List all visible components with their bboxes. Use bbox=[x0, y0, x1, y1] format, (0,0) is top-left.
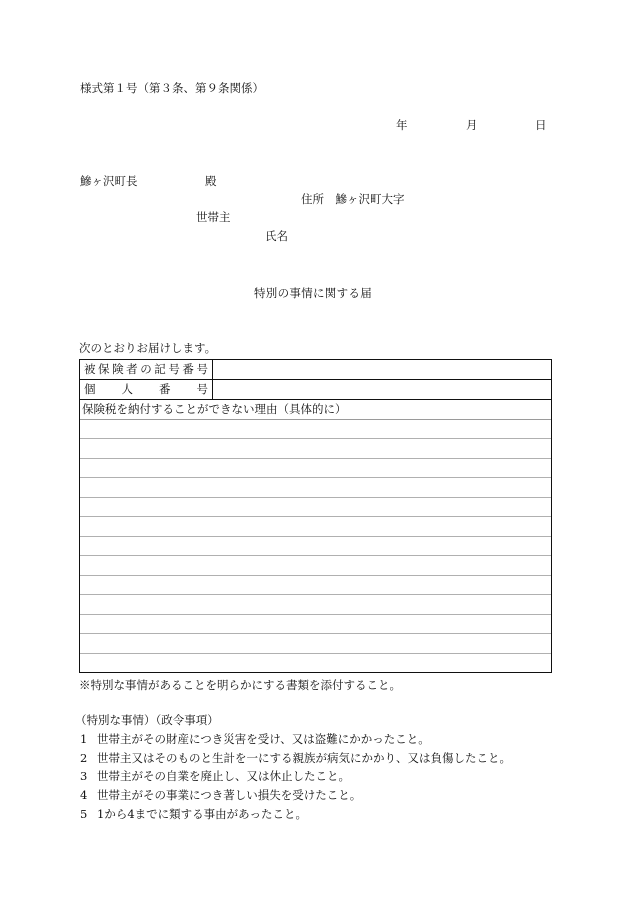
provision-number: 3 bbox=[80, 769, 88, 783]
reason-line bbox=[80, 634, 551, 653]
personal-number-cell bbox=[213, 380, 551, 399]
provision-text: 世帯主がその財産につき災害を受け、又は盗難にかかったこと。 bbox=[97, 732, 430, 746]
provision-item bbox=[0, 807, 630, 821]
reason-label: 保険税を納付することができない理由（具体的に） bbox=[80, 400, 551, 420]
personal-number-row bbox=[80, 380, 551, 400]
addressee-honorific: 殿 bbox=[205, 174, 217, 188]
provision-number: 2 bbox=[80, 751, 88, 765]
provision-number: 5 bbox=[80, 807, 88, 821]
householder-label: 世帯主 bbox=[196, 210, 231, 224]
provision-text: 1から4までに類する事由があったこと。 bbox=[97, 807, 308, 821]
reason-line bbox=[80, 478, 551, 497]
provision-item bbox=[0, 788, 630, 802]
provision-item bbox=[0, 769, 630, 783]
reason-line bbox=[80, 439, 551, 458]
reason-line bbox=[80, 498, 551, 517]
document-title: 特別の事情に関する届 bbox=[254, 286, 372, 300]
reason-line bbox=[80, 654, 551, 672]
insured-number-cell bbox=[213, 360, 551, 379]
provision-text: 世帯主がその事業につき著しい損失を受けたこと。 bbox=[97, 788, 362, 802]
reason-line bbox=[80, 459, 551, 478]
provision-item bbox=[0, 732, 630, 746]
reason-line bbox=[80, 537, 551, 556]
reason-line bbox=[80, 420, 551, 439]
attachment-note: ※特別な事情があることを明らかにする書類を添付すること。 bbox=[79, 678, 401, 692]
form-number-label: 様式第１号（第３条、第９条関係） bbox=[80, 81, 264, 95]
date-day-label: 日 bbox=[535, 118, 547, 132]
reason-line bbox=[80, 595, 551, 614]
date-month-label: 月 bbox=[466, 118, 478, 132]
provisions-heading: （特別な事情）（政令事項） bbox=[75, 713, 219, 727]
personal-number-label: 個人番号 bbox=[80, 380, 213, 399]
reason-line bbox=[80, 576, 551, 595]
provision-number: 1 bbox=[80, 732, 88, 746]
applicant-name-label: 氏名 bbox=[265, 229, 288, 243]
provision-item bbox=[0, 751, 630, 765]
reason-line bbox=[80, 517, 551, 536]
addressee-name: 鰺ヶ沢町長 bbox=[80, 174, 138, 188]
intro-text: 次のとおりお届けします。 bbox=[79, 341, 217, 355]
notification-table bbox=[79, 359, 552, 673]
reason-line bbox=[80, 615, 551, 634]
applicant-address-line: 住所 鰺ヶ沢町大字 bbox=[301, 192, 405, 206]
provision-text: 世帯主又はそのものと生計を一にする親族が病気にかかり、又は負傷したこと。 bbox=[97, 751, 511, 765]
insured-number-row bbox=[80, 360, 551, 380]
provision-number: 4 bbox=[80, 788, 88, 802]
insured-number-label: 被保険者の記号番号 bbox=[80, 360, 213, 379]
reason-line bbox=[80, 556, 551, 575]
provision-text: 世帯主がその自業を廃止し、又は休止したこと。 bbox=[97, 769, 350, 783]
date-year-label: 年 bbox=[396, 118, 408, 132]
